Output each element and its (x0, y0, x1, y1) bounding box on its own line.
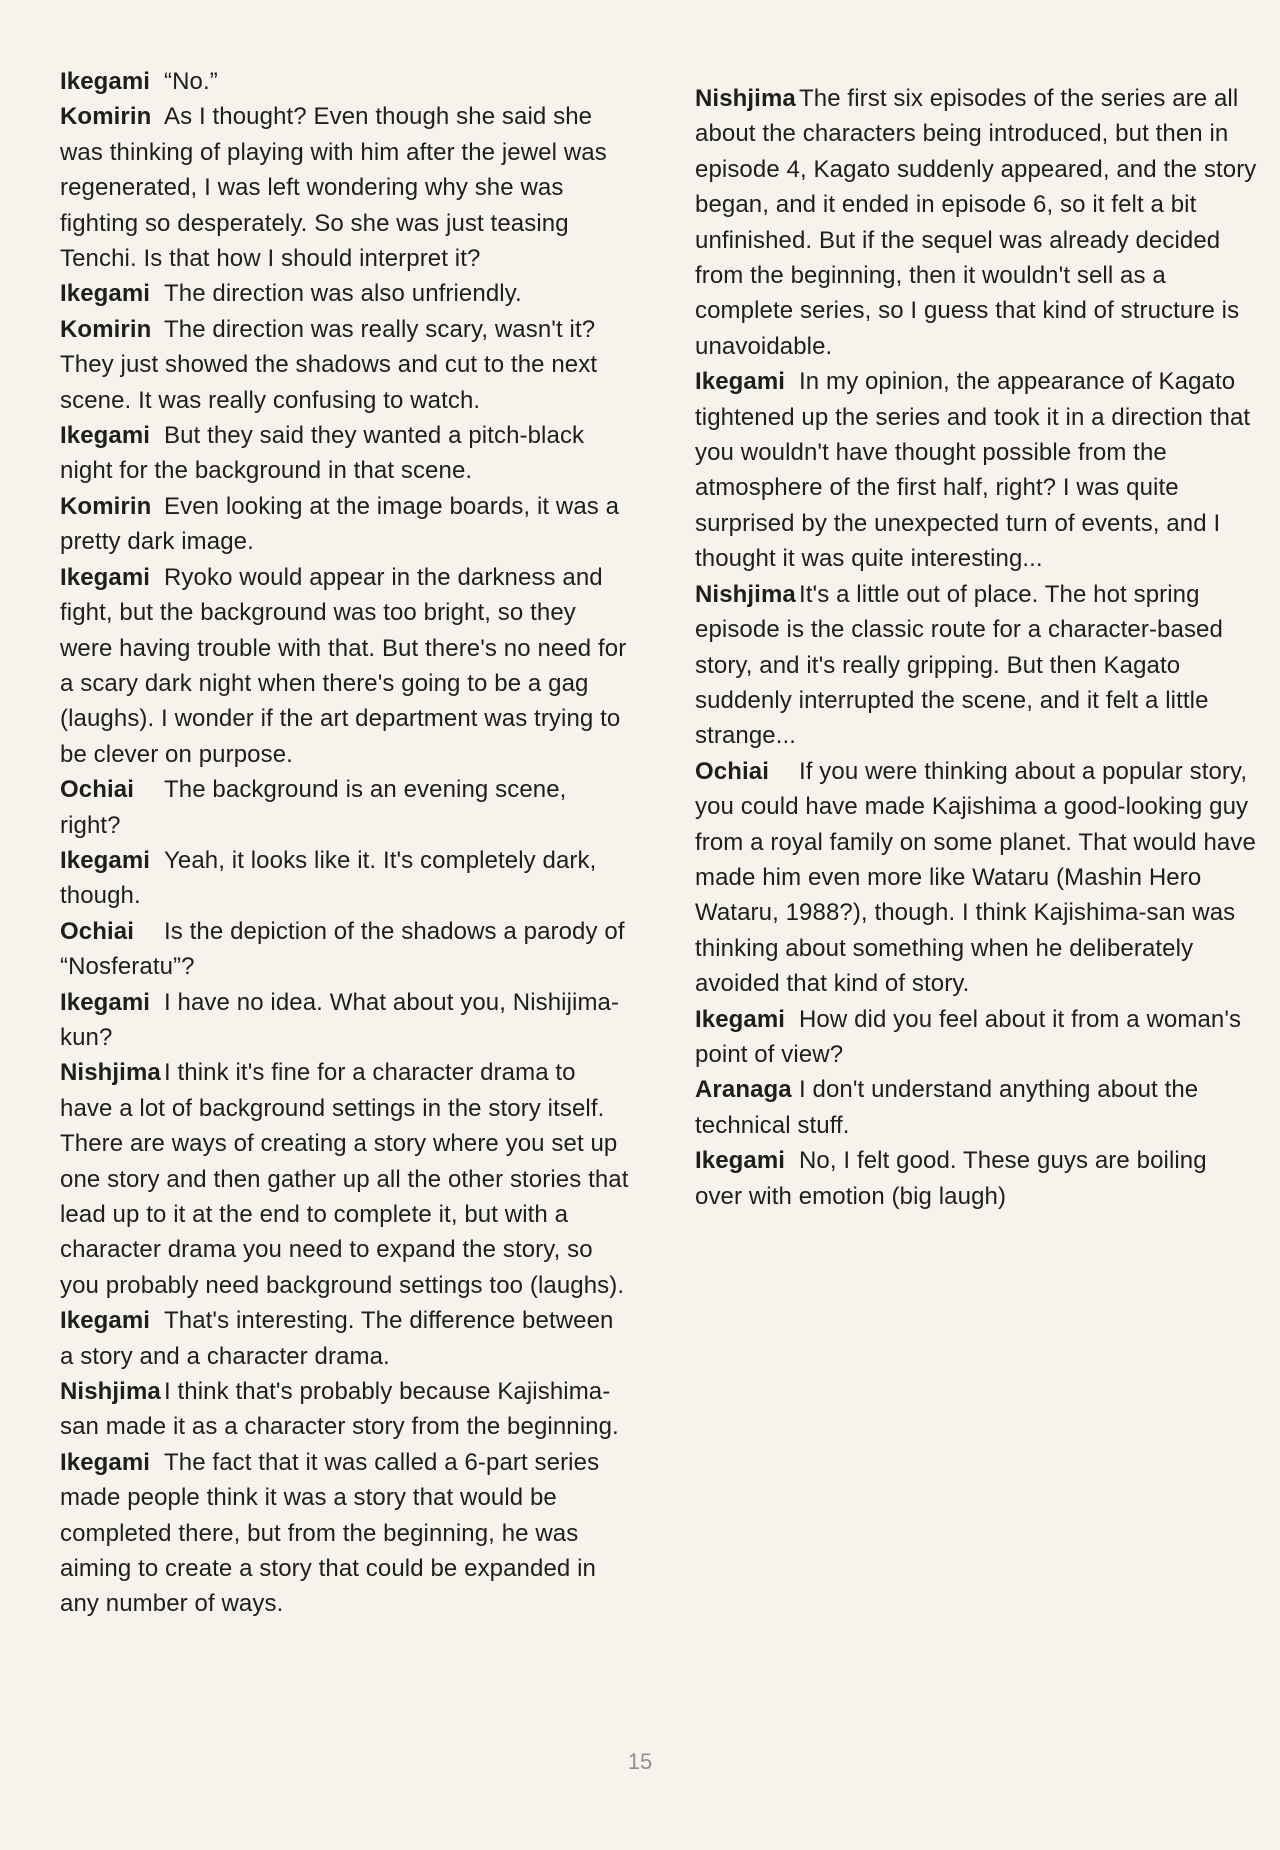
speaker-name: Ikegami (60, 988, 151, 1016)
dialogue-paragraph (60, 1374, 630, 1445)
speaker-name: Ochiai (60, 917, 134, 945)
speech-text: If you were thinking about a popular story, you could have made Kajishima a good-looking guy from a royal family on some planet. That would have made him even more like Wataru (Mashin Hero Wataru, 1988?), though. I think Kajishima-san was thinking about something when he deliberately avoided that kind of story. (695, 757, 1256, 998)
speaker-name: Nishjima (60, 1378, 161, 1406)
dialogue-paragraph (695, 1143, 1257, 1214)
speech-text: The direction was also unfriendly. (164, 280, 522, 308)
dialogue-paragraph (60, 276, 630, 311)
speaker-name: Ikegami (60, 280, 151, 308)
speech-text: Is the depiction of the shadows a parody of “Nosferatu”? (60, 917, 625, 981)
speaker-name: Nishjima (695, 85, 796, 112)
speech-text: I think it's fine for a character drama to have a lot of background settings in the story itself. There are ways of creating a story where you set up one story and then gather up all the other stories that lead up to it at the end to complete it, but with a character drama you need to expand the story, so you probably need background settings too (laughs). (60, 1059, 629, 1299)
dialogue-paragraph (60, 914, 630, 985)
dialogue-paragraph (60, 843, 630, 914)
page-number: 15 (627, 1749, 653, 1774)
speech-text: That's interesting. The difference between a story and a character drama. (60, 1307, 614, 1370)
speech-text: I don't understand anything about the technical stuff. (695, 1076, 1199, 1139)
speech-text: Even looking at the image boards, it was a pretty dark image. (60, 492, 620, 556)
speaker-name: Nishjima (60, 1059, 161, 1087)
dialogue-paragraph (695, 1002, 1257, 1073)
dialogue-paragraph (60, 1055, 630, 1303)
speaker-name: Ikegami (60, 563, 151, 591)
dialogue-paragraph (60, 772, 630, 843)
dialogue-paragraph (60, 560, 630, 772)
speaker-name: Ikegami (60, 846, 151, 874)
dialogue-paragraph (60, 99, 630, 276)
dialogue-paragraph (60, 1445, 630, 1622)
speaker-name: Ochiai (60, 776, 134, 804)
speaker-name: Ikegami (695, 1147, 786, 1175)
speaker-name: Nishjima (695, 580, 796, 608)
speaker-name: Ikegami (60, 1307, 151, 1335)
speech-text: The background is an evening scene, right? (60, 776, 567, 839)
dialogue-paragraph (60, 64, 630, 99)
dialogue-paragraph (60, 985, 630, 1056)
speech-text: No, I felt good. These guys are boiling over with emotion (big laugh) (695, 1147, 1207, 1210)
speaker-name: Ikegami (60, 68, 151, 95)
right-column (695, 81, 1257, 1214)
dialogue-paragraph (60, 418, 630, 489)
speech-text: As I thought? Even though she said she was thinking of playing with him after the jewel was regenerated, I was left wondering why she was fighting so desperately. So she was just teasing Tenchi. Is that how I should interpret it? (60, 103, 607, 273)
speaker-name: Komirin (60, 315, 152, 343)
speech-text: It's a little out of place. The hot spring episode is the classic route for a character-based story, and it's really gripping. But then Kagato suddenly interrupted the scene, and it felt a little strange... (695, 580, 1223, 750)
dialogue-paragraph (60, 489, 630, 560)
dialogue-paragraph (60, 312, 630, 418)
speech-text: I have no idea. What about you, Nishijima-kun? (60, 988, 620, 1051)
speaker-name: Ikegami (60, 422, 151, 450)
speech-text: “No.” (164, 68, 218, 95)
speech-text: Ryoko would appear in the darkness and fight, but the background was too bright, so they were having trouble with that. But there's no need for a scary dark night when there's going to be a gag (laughs). I wonder if the art department was trying to be clever on purpose. (60, 563, 627, 768)
left-column (60, 64, 630, 1622)
dialogue-paragraph (60, 1303, 630, 1374)
speech-text: In my opinion, the appearance of Kagato tightened up the series and took it in a direction that you wouldn't have thought possible from the atmosphere of the first half, right? I was quite surprised by the unexpected turn of events, and I thought it was quite interesting... (695, 368, 1251, 573)
speaker-name: Ikegami (695, 1005, 786, 1033)
speaker-name: Komirin (60, 492, 152, 520)
speaker-name: Aranaga (695, 1076, 792, 1104)
speaker-name: Ochiai (695, 757, 769, 785)
dialogue-paragraph (695, 81, 1257, 364)
dialogue-paragraph (695, 364, 1257, 576)
speech-text: Yeah, it looks like it. It's completely dark, though. (60, 846, 597, 910)
speech-text: I think that's probably because Kajishima-san made it as a character story from the beginning. (60, 1378, 619, 1441)
speech-text: The first six episodes of the series are all about the characters being introduced, but then in episode 4, Kagato suddenly appeared, and the story began, and it ended in episode 6, so it felt a bit unfinished. But if the sequel was already decided from the beginning, then it wouldn't sell as a complete series, so I guess that kind of structure is unavoidable. (695, 85, 1257, 360)
speech-text: But they said they wanted a pitch-black night for the background in that scene. (60, 422, 585, 485)
dialogue-paragraph (695, 577, 1257, 754)
speaker-name: Ikegami (60, 1448, 151, 1476)
dialogue-paragraph (695, 1072, 1257, 1143)
speaker-name: Komirin (60, 103, 152, 131)
speech-text: How did you feel about it from a woman's point of view? (695, 1005, 1242, 1068)
speech-text: The direction was really scary, wasn't it? They just showed the shadows and cut to the next scene. It was really confusing to watch. (60, 315, 598, 414)
speaker-name: Ikegami (695, 368, 786, 396)
dialogue-paragraph (695, 754, 1257, 1002)
speech-text: The fact that it was called a 6-part series made people think it was a story that would be completed there, but from the beginning, he was aiming to create a story that could be expanded in any number of ways. (60, 1448, 600, 1618)
